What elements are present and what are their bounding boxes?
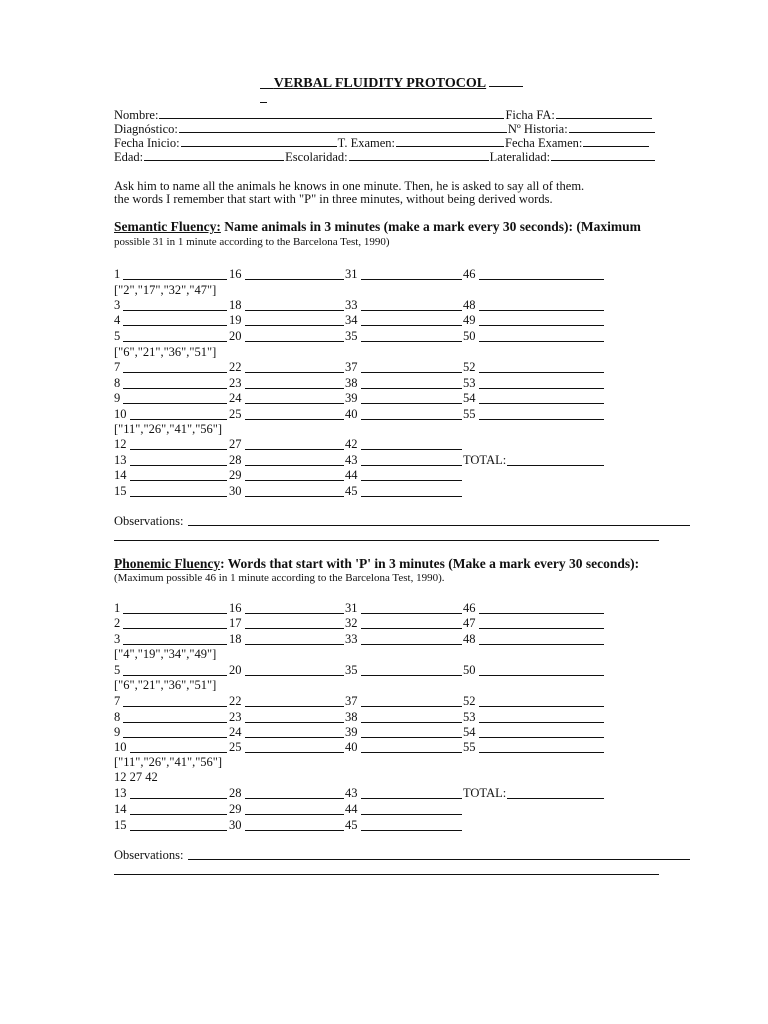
- semantic-item-blank[interactable]: [245, 341, 344, 342]
- semantic-item-blank[interactable]: [479, 279, 604, 280]
- ficha-fa-label: Ficha FA:: [505, 108, 555, 122]
- semantic-item-label: 18: [229, 298, 242, 312]
- phonemic-item-label: 50: [463, 663, 476, 677]
- title-underline: [489, 86, 523, 87]
- phonemic-item-label: 18: [229, 632, 242, 646]
- phonemic-item-blank[interactable]: [245, 722, 344, 723]
- semantic-item-blank[interactable]: [123, 341, 227, 342]
- semantic-item-label: 24: [229, 391, 242, 405]
- phonemic-item-blank[interactable]: [123, 644, 227, 645]
- semantic-heading: [114, 220, 641, 234]
- phonemic-item-label: 40: [345, 740, 358, 754]
- semantic-item-label: 50: [463, 329, 476, 343]
- phonemic-item-blank[interactable]: [479, 737, 604, 738]
- phonemic-item-label: 37: [345, 694, 358, 708]
- phonemic-item-label: 24: [229, 725, 242, 739]
- semantic-item-label: 10: [114, 407, 127, 421]
- semantic-item-blank[interactable]: [479, 310, 604, 311]
- phonemic-item-blank[interactable]: [361, 706, 462, 707]
- phonemic-observations-line-2[interactable]: [114, 874, 659, 875]
- semantic-item-blank[interactable]: [479, 388, 604, 389]
- phonemic-item-label: 10: [114, 740, 127, 754]
- semantic-item-label: 7: [114, 360, 121, 374]
- semantic-item-blank[interactable]: [361, 403, 462, 404]
- phonemic-item-blank[interactable]: [361, 798, 462, 799]
- semantic-item-blank[interactable]: [245, 419, 344, 420]
- escolaridad-label: Escolaridad:: [285, 150, 348, 164]
- semantic-item-label: 4: [114, 313, 121, 327]
- t-examen-label: T. Examen:: [337, 136, 395, 150]
- lateralidad-field[interactable]: [551, 159, 655, 161]
- phonemic-item-label: TOTAL:: [463, 786, 507, 800]
- semantic-item-label: 52: [463, 360, 476, 374]
- phonemic-item-blank[interactable]: [361, 613, 462, 614]
- semantic-item-blank[interactable]: [361, 341, 462, 342]
- semantic-item-blank[interactable]: [245, 279, 344, 280]
- semantic-item-blank[interactable]: [361, 465, 462, 466]
- phonemic-item-label: 30: [229, 818, 242, 832]
- phonemic-item-label: 46: [463, 601, 476, 615]
- semantic-item-label: 22: [229, 360, 242, 374]
- escolaridad-field[interactable]: [349, 159, 489, 161]
- semantic-item-blank[interactable]: [361, 480, 462, 481]
- phonemic-item-label: 17: [229, 616, 242, 630]
- phonemic-item-blank[interactable]: [245, 675, 344, 676]
- semantic-item-label: 25: [229, 407, 242, 421]
- phonemic-item-label: 43: [345, 786, 358, 800]
- diagnostico-label: Diagnóstico:: [114, 122, 178, 136]
- phonemic-item-label: 38: [345, 710, 358, 724]
- semantic-heading-label: Semantic Fluency:: [114, 219, 221, 234]
- phonemic-item-blank[interactable]: [130, 814, 227, 815]
- semantic-item-label: 48: [463, 298, 476, 312]
- semantic-item-blank[interactable]: [245, 480, 344, 481]
- phonemic-item-label: 5: [114, 663, 121, 677]
- phonemic-item-blank[interactable]: [245, 613, 344, 614]
- phonemic-item-blank[interactable]: [479, 675, 604, 676]
- phonemic-item-label: 52: [463, 694, 476, 708]
- phonemic-item-blank[interactable]: [361, 737, 462, 738]
- semantic-item-label: 9: [114, 391, 121, 405]
- semantic-item-label: 44: [345, 468, 358, 482]
- phonemic-heading-rest: : Words that start with 'P' in 3 minutes (Make a mark every 30 seconds):: [220, 556, 640, 571]
- phonemic-heading-label: Phonemic Fluency: [114, 556, 221, 571]
- semantic-item-label: 16: [229, 267, 242, 281]
- title-text: VERBAL FLUIDITY PROTOCOL: [273, 76, 487, 91]
- phonemic-item-label: 29: [229, 802, 242, 816]
- phonemic-item-label: 53: [463, 710, 476, 724]
- header-row-2: [114, 123, 656, 136]
- phonemic-item-blank[interactable]: [245, 814, 344, 815]
- phonemic-item-blank[interactable]: [361, 722, 462, 723]
- phonemic-item-blank[interactable]: [245, 798, 344, 799]
- header-row-3: [114, 137, 650, 150]
- phonemic-item-blank[interactable]: [245, 830, 344, 831]
- semantic-item-blank[interactable]: [245, 465, 344, 466]
- phonemic-item-label: 23: [229, 710, 242, 724]
- semantic-item-blank[interactable]: [245, 388, 344, 389]
- phonemic-item-blank[interactable]: [479, 628, 604, 629]
- phonemic-item-blank[interactable]: [123, 737, 227, 738]
- semantic-item-label: 46: [463, 267, 476, 281]
- instructions-line-1: Ask him to name all the animals he knows in one minute. Then, he is asked to say all of them.: [114, 179, 585, 193]
- semantic-item-label: 38: [345, 376, 358, 390]
- phonemic-observations-line-1[interactable]: [188, 859, 690, 860]
- semantic-item-blank[interactable]: [479, 403, 604, 404]
- semantic-item-blank[interactable]: [361, 310, 462, 311]
- phonemic-item-label: 15: [114, 818, 127, 832]
- phonemic-item-label: 20: [229, 663, 242, 677]
- semantic-item-label: 43: [345, 453, 358, 467]
- semantic-heading-rest: Name animals in 3 minutes (make a mark every 30 seconds): (Maximum: [220, 219, 641, 234]
- semantic-item-blank[interactable]: [123, 325, 227, 326]
- semantic-item-blank[interactable]: [123, 279, 227, 280]
- instructions-line-2: the words I remember that start with "P" in three minutes, without being derived words.: [114, 192, 553, 206]
- phonemic-item-label: 39: [345, 725, 358, 739]
- phonemic-item-label: 1: [114, 601, 121, 615]
- phonemic-marker-a: ["4","19","34","49"]: [114, 647, 217, 661]
- fecha-inicio-field[interactable]: [181, 145, 337, 147]
- phonemic-item-label: 55: [463, 740, 476, 754]
- semantic-item-blank[interactable]: [130, 480, 227, 481]
- phonemic-marker-b: ["6","21","36","51"]: [114, 678, 217, 692]
- phonemic-item-blank[interactable]: [123, 722, 227, 723]
- semantic-marker-b: ["6","21","36","51"]: [114, 345, 217, 359]
- phonemic-item-blank[interactable]: [479, 722, 604, 723]
- semantic-item-label: 27: [229, 437, 242, 451]
- phonemic-item-label: 3: [114, 632, 121, 646]
- phonemic-item-blank[interactable]: [245, 644, 344, 645]
- header-row-1: [114, 109, 653, 122]
- phonemic-item-label: 54: [463, 725, 476, 739]
- semantic-item-blank[interactable]: [361, 325, 462, 326]
- semantic-item-label: 3: [114, 298, 121, 312]
- phonemic-item-blank[interactable]: [507, 798, 604, 799]
- phonemic-item-blank[interactable]: [479, 644, 604, 645]
- semantic-item-blank[interactable]: [123, 388, 227, 389]
- phonemic-item-blank[interactable]: [245, 737, 344, 738]
- semantic-item-label: 55: [463, 407, 476, 421]
- page-title: [260, 63, 523, 105]
- semantic-item-label: 13: [114, 453, 127, 467]
- semantic-item-label: 39: [345, 391, 358, 405]
- phonemic-item-blank[interactable]: [361, 830, 462, 831]
- phonemic-item-blank[interactable]: [361, 628, 462, 629]
- semantic-item-blank[interactable]: [361, 372, 462, 373]
- phonemic-item-blank[interactable]: [361, 644, 462, 645]
- semantic-item-label: 12: [114, 437, 127, 451]
- semantic-item-label: 34: [345, 313, 358, 327]
- semantic-item-label: 29: [229, 468, 242, 482]
- semantic-item-blank[interactable]: [245, 403, 344, 404]
- semantic-item-blank[interactable]: [245, 449, 344, 450]
- semantic-item-blank[interactable]: [130, 496, 227, 497]
- semantic-item-blank[interactable]: [245, 372, 344, 373]
- semantic-item-blank[interactable]: [123, 403, 227, 404]
- edad-label: Edad:: [114, 150, 144, 164]
- semantic-observations-line-1[interactable]: [188, 525, 690, 526]
- phonemic-item-label: 35: [345, 663, 358, 677]
- semantic-item-blank[interactable]: [361, 419, 462, 420]
- fecha-examen-field[interactable]: [583, 145, 649, 147]
- phonemic-observations-label: Observations:: [114, 848, 184, 862]
- phonemic-item-blank[interactable]: [361, 814, 462, 815]
- n-historia-field[interactable]: [569, 131, 655, 133]
- semantic-marker-a: ["2","17","32","47"]: [114, 283, 217, 297]
- semantic-item-label: 40: [345, 407, 358, 421]
- semantic-item-label: 37: [345, 360, 358, 374]
- semantic-item-label: 31: [345, 267, 358, 281]
- semantic-item-label: 1: [114, 267, 121, 281]
- phonemic-item-label: 33: [345, 632, 358, 646]
- phonemic-item-label: 31: [345, 601, 358, 615]
- phonemic-item-blank[interactable]: [123, 613, 227, 614]
- t-examen-field[interactable]: [396, 145, 504, 147]
- phonemic-item-label: 8: [114, 710, 121, 724]
- phonemic-item-label: 9: [114, 725, 121, 739]
- fecha-examen-label: Fecha Examen:: [505, 136, 583, 150]
- semantic-item-label: 33: [345, 298, 358, 312]
- phonemic-item-label: 22: [229, 694, 242, 708]
- semantic-item-label: 42: [345, 437, 358, 451]
- phonemic-item-blank[interactable]: [123, 675, 227, 676]
- phonemic-item-label: 2: [114, 616, 121, 630]
- nombre-label: Nombre:: [114, 108, 159, 122]
- semantic-item-label: TOTAL:: [463, 453, 507, 467]
- semantic-item-label: 53: [463, 376, 476, 390]
- phonemic-subheading: (Maximum possible 46 in 1 minute according to the Barcelona Test, 1990).: [114, 572, 445, 584]
- phonemic-item-label: 25: [229, 740, 242, 754]
- semantic-item-blank[interactable]: [123, 310, 227, 311]
- semantic-item-label: 8: [114, 376, 121, 390]
- semantic-item-blank[interactable]: [123, 372, 227, 373]
- phonemic-marker-c: ["11","26","41","56"]: [114, 755, 223, 769]
- semantic-item-label: 45: [345, 484, 358, 498]
- semantic-item-blank[interactable]: [245, 496, 344, 497]
- phonemic-item-label: 44: [345, 802, 358, 816]
- semantic-item-label: 19: [229, 313, 242, 327]
- phonemic-item-label: 7: [114, 694, 121, 708]
- phonemic-heading: [114, 557, 639, 571]
- semantic-item-label: 49: [463, 313, 476, 327]
- semantic-item-label: 30: [229, 484, 242, 498]
- phonemic-item-blank[interactable]: [245, 752, 344, 753]
- n-historia-label: Nº Historia:: [507, 122, 568, 136]
- phonemic-item-blank[interactable]: [245, 706, 344, 707]
- edad-field[interactable]: [144, 159, 284, 161]
- phonemic-item-label: 28: [229, 786, 242, 800]
- lateralidad-label: Lateralidad:: [489, 150, 551, 164]
- semantic-item-blank[interactable]: [130, 465, 227, 466]
- semantic-item-blank[interactable]: [130, 449, 227, 450]
- semantic-observations-label: Observations:: [114, 514, 184, 528]
- semantic-item-label: 35: [345, 329, 358, 343]
- semantic-marker-c: ["11","26","41","56"]: [114, 422, 223, 436]
- semantic-item-blank[interactable]: [245, 325, 344, 326]
- header-row-4: [114, 151, 656, 164]
- phonemic-item-blank[interactable]: [479, 752, 604, 753]
- phonemic-item-blank[interactable]: [130, 830, 227, 831]
- semantic-item-blank[interactable]: [479, 341, 604, 342]
- semantic-item-label: 14: [114, 468, 127, 482]
- semantic-item-blank[interactable]: [245, 310, 344, 311]
- phonemic-item-blank[interactable]: [479, 613, 604, 614]
- diagnostico-field[interactable]: [179, 131, 507, 133]
- semantic-item-label: 20: [229, 329, 242, 343]
- phonemic-item-label: 32: [345, 616, 358, 630]
- nombre-field[interactable]: [159, 117, 504, 119]
- semantic-item-blank[interactable]: [130, 419, 227, 420]
- phonemic-item-blank[interactable]: [361, 675, 462, 676]
- semantic-item-blank[interactable]: [361, 279, 462, 280]
- phonemic-item-blank[interactable]: [245, 628, 344, 629]
- ficha-fa-field[interactable]: [556, 117, 652, 119]
- semantic-observations-line-2[interactable]: [114, 540, 659, 541]
- semantic-item-blank[interactable]: [479, 419, 604, 420]
- fecha-inicio-label: Fecha Inicio:: [114, 136, 180, 150]
- semantic-subheading: possible 31 in 1 minute according to the Barcelona Test, 1990): [114, 236, 390, 248]
- phonemic-item-blank[interactable]: [123, 628, 227, 629]
- phonemic-item-label: 47: [463, 616, 476, 630]
- semantic-item-blank[interactable]: [361, 496, 462, 497]
- phonemic-item-label: 16: [229, 601, 242, 615]
- phonemic-item-blank[interactable]: [479, 706, 604, 707]
- phonemic-item-label: 45: [345, 818, 358, 832]
- semantic-item-label: 15: [114, 484, 127, 498]
- phonemic-item-label: 48: [463, 632, 476, 646]
- phonemic-plain-row: 12 27 42: [114, 770, 158, 784]
- semantic-item-label: 23: [229, 376, 242, 390]
- phonemic-item-label: 13: [114, 786, 127, 800]
- phonemic-item-blank[interactable]: [123, 706, 227, 707]
- semantic-item-blank[interactable]: [479, 325, 604, 326]
- phonemic-item-blank[interactable]: [130, 752, 227, 753]
- semantic-item-label: 5: [114, 329, 121, 343]
- semantic-item-label: 54: [463, 391, 476, 405]
- semantic-item-blank[interactable]: [507, 465, 604, 466]
- semantic-item-blank[interactable]: [479, 372, 604, 373]
- phonemic-item-blank[interactable]: [130, 798, 227, 799]
- phonemic-item-blank[interactable]: [361, 752, 462, 753]
- semantic-item-blank[interactable]: [361, 449, 462, 450]
- semantic-item-label: 28: [229, 453, 242, 467]
- phonemic-item-label: 14: [114, 802, 127, 816]
- semantic-item-blank[interactable]: [361, 388, 462, 389]
